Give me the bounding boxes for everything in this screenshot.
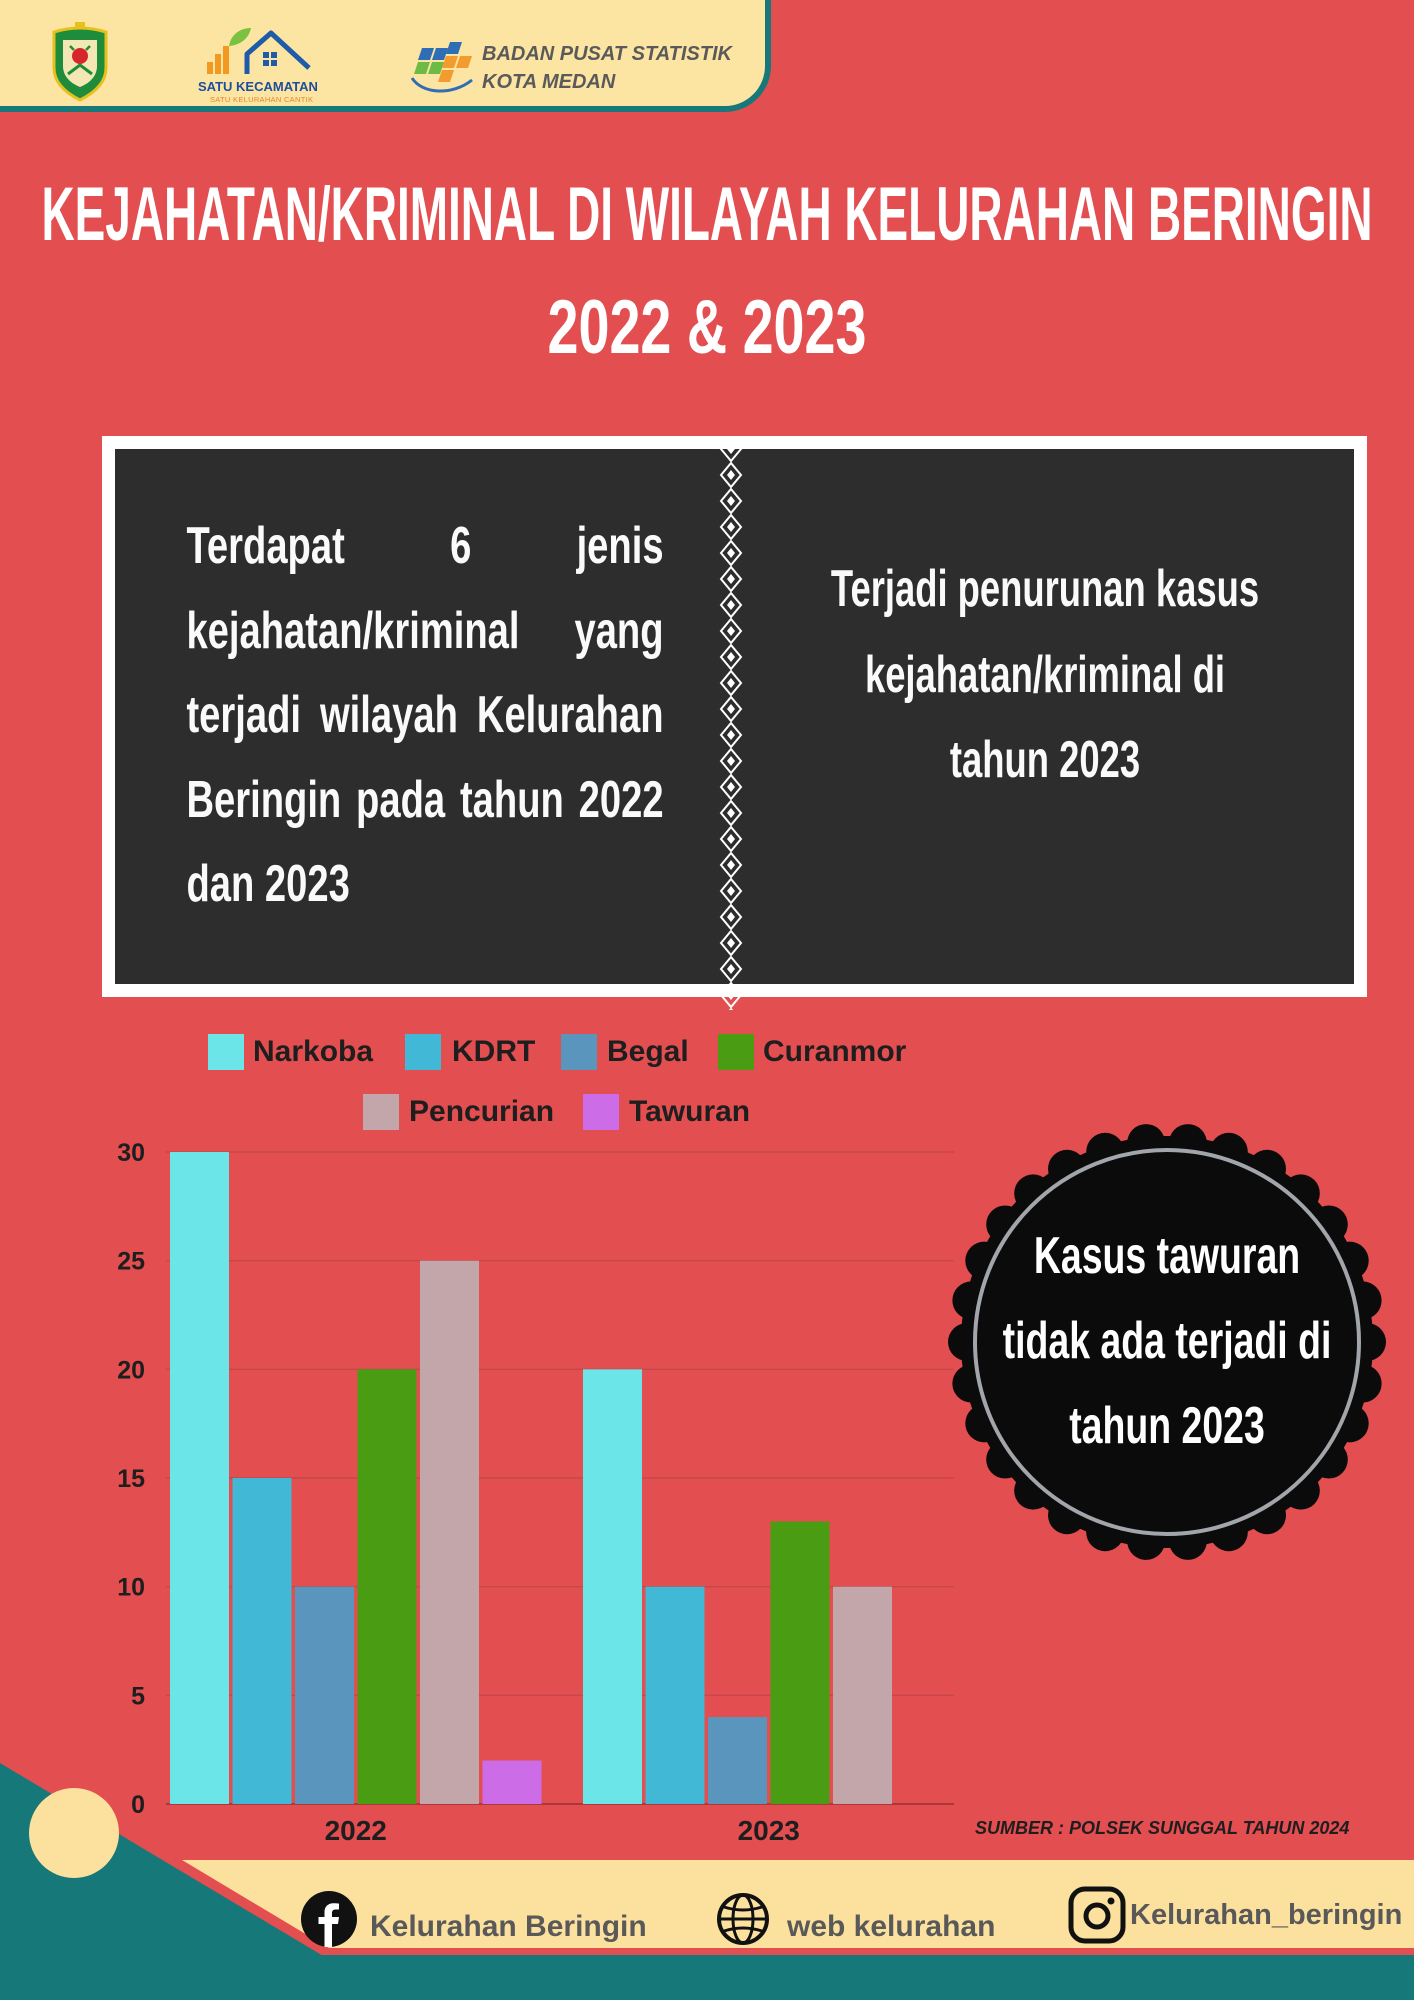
info-left-text: Terdapat 6 jenis kejahatan/kriminal yang terjadi wilayah Kelurahan Beringin pada tahun 2022 dan 2023 [186, 517, 664, 913]
bar-pencurian-2022 [420, 1261, 479, 1804]
bps-logo [408, 38, 478, 98]
facebook-icon [301, 1891, 357, 1947]
y-tick-label: 15 [117, 1465, 145, 1493]
source-note: SUMBER : POLSEK SUNGGAL TAHUN 2024 [975, 1818, 1350, 1838]
legend-label-narkoba: Narkoba [253, 1035, 374, 1068]
facebook-label: Kelurahan Beringin [370, 1910, 647, 1943]
y-tick-label: 0 [131, 1791, 145, 1819]
y-tick-label: 20 [117, 1356, 145, 1385]
legend-label-pencurian: Pencurian [409, 1095, 555, 1128]
bps-name-line1: BADAN PUSAT STATISTIK [482, 43, 732, 65]
y-tick-label: 5 [131, 1682, 145, 1711]
legend-label-curanmor: Curanmor [763, 1035, 907, 1068]
bps-name-line2: KOTA MEDAN [482, 71, 616, 93]
legend-label-tawuran: Tawuran [629, 1095, 751, 1128]
legend-swatch-curanmor [718, 1034, 754, 1070]
legend-label-begal: Begal [607, 1035, 689, 1068]
satu-kecamatan-logo [205, 24, 317, 78]
bar-curanmor-2022 [358, 1369, 417, 1804]
kecamatan-logo-tagline: SATU KELURAHAN CANTIK [210, 95, 314, 104]
y-tick-label: 30 [117, 1139, 145, 1167]
bar-narkoba-2022 [170, 1152, 229, 1804]
medan-coat-of-arms-logo [48, 22, 112, 102]
badge-text: Kasus tawuran tidak ada terjadi di tahun 2023 [1002, 1227, 1332, 1455]
legend-label-kdrt: KDRT [452, 1035, 536, 1068]
info-right-text: Terjadi penurunan kasus kejahatan/kriminal di tahun 2023 [830, 560, 1260, 789]
instagram-icon [1067, 1885, 1127, 1945]
page-title-line1: KEJAHATAN/KRIMINAL DI WILAYAH KELURAHAN BERINGIN [41, 172, 1373, 257]
globe-icon [715, 1891, 771, 1947]
footer-decoration [0, 1740, 1414, 2000]
website-label: web kelurahan [787, 1910, 996, 1943]
y-tick-label: 10 [117, 1573, 145, 1602]
legend-swatch-kdrt [405, 1034, 441, 1070]
diamond-divider [716, 436, 746, 1010]
instagram-label: Kelurahan_beringin [1130, 1899, 1403, 1931]
legend-swatch-begal [561, 1034, 597, 1070]
x-category-label: 2023 [737, 1815, 800, 1846]
kecamatan-logo-title: SATU KECAMATAN [198, 79, 318, 94]
legend-swatch-narkoba [208, 1034, 244, 1070]
bar-narkoba-2023 [583, 1369, 642, 1804]
page-title-line2: 2022 & 2023 [547, 285, 867, 370]
decorative-circle [29, 1788, 119, 1878]
page-title [0, 150, 1414, 380]
y-tick-label: 25 [117, 1247, 145, 1276]
x-category-label: 2022 [324, 1815, 387, 1846]
